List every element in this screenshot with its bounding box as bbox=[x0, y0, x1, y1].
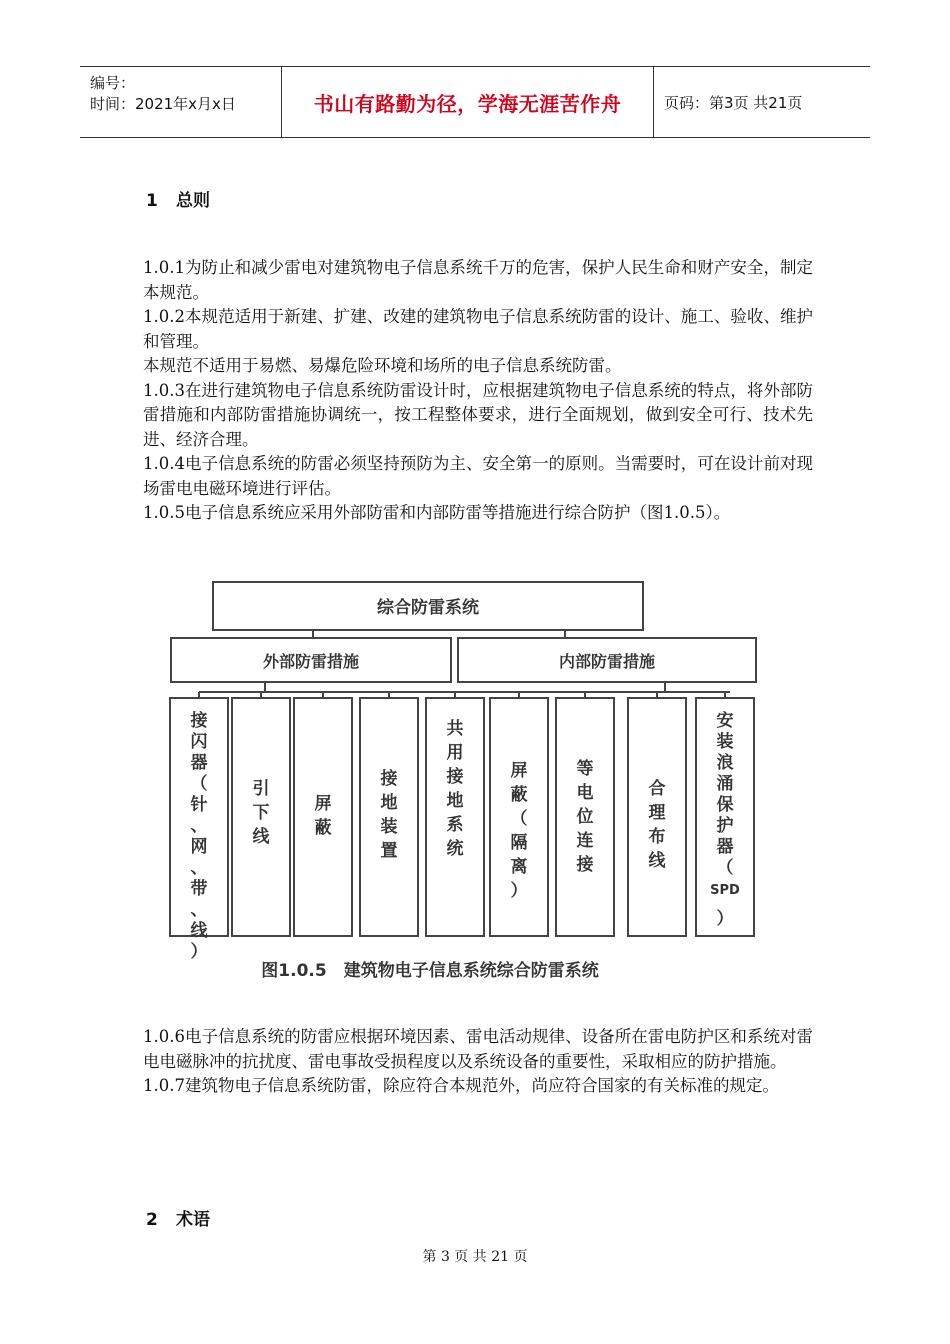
section-1-heading bbox=[146, 186, 210, 211]
page-footer: 第 3 页 共 21 页 bbox=[422, 1249, 528, 1265]
paragraph-1-0-4: 1.0.4电子信息系统的防雷必须坚持预防为主、安全第一的原则。当需要时，可在设计前对现场雷电电磁环境进行评估。 bbox=[143, 454, 813, 498]
internal-label: 内部防雷措施 bbox=[558, 652, 656, 671]
leaf-label-5: 共用接地系统 bbox=[446, 719, 464, 859]
figure-caption: 图1.0.5 建筑物电子信息系统综合防雷系统 bbox=[261, 961, 599, 981]
section-1-title: 总则 bbox=[176, 191, 210, 211]
code-label: 编号： bbox=[90, 74, 136, 92]
leaf-label-8: 合理布线 bbox=[648, 779, 666, 871]
leaf-label-7: 等电位连接 bbox=[576, 759, 594, 875]
root-label: 综合防雷系统 bbox=[377, 598, 479, 618]
paragraph-1-0-6: 1.0.6电子信息系统的防雷应根据环境因素、雷电活动规律、设备所在雷电防护区和系统对雷电电磁脉冲的抗扰度、雷电事故受损程度以及系统设备的重要性，采取相应的防护措施。 bbox=[143, 1027, 813, 1071]
leaf-labels bbox=[190, 710, 741, 962]
section-1-body bbox=[143, 256, 813, 526]
lightning-protection-diagram bbox=[165, 578, 765, 998]
paragraph-1-0-3: 1.0.3在进行建筑物电子信息系统防雷设计时，应根据建筑物电子信息系统的特点，将外部防雷措施和内部防雷措施协调统一，按工程整体要求，进行全面规划，做到安全可行、技术先进、经济合理。 bbox=[143, 380, 813, 449]
paragraph-1-0-2: 1.0.2本规范适用于新建、扩建、改建的建筑物电子信息系统防雷的设计、施工、验收、维护和管理。 bbox=[143, 307, 813, 351]
paragraph-1-0-1: 1.0.1为防止和减少雷电对建筑物电子信息系统千万的危害，保护人民生命和财产安全，制定本规范。 bbox=[143, 258, 813, 302]
paragraph-1-0-5: 1.0.5电子信息系统应采用外部防雷和内部防雷等措施进行综合防护（图1.0.5）。 bbox=[143, 503, 731, 522]
leaf-label-3: 屏蔽 bbox=[314, 794, 332, 838]
section-2-title: 术语 bbox=[176, 1210, 210, 1230]
section-2-number: 2 bbox=[146, 1210, 158, 1230]
section-2-heading bbox=[146, 1205, 210, 1230]
external-label: 外部防雷措施 bbox=[262, 652, 360, 671]
header-motto-cell bbox=[282, 67, 654, 137]
section-1-number: 1 bbox=[146, 191, 158, 211]
leaf-label-1: 接闪器（针、网、带、线） bbox=[190, 711, 208, 962]
leaf-box-3 bbox=[294, 698, 352, 936]
paragraph-1-0-2-note: 本规范不适用于易燃、易爆危险环境和场所的电子信息系统防雷。 bbox=[143, 356, 622, 375]
time-label: 时间：2021年x月x日 bbox=[90, 95, 236, 113]
page-header bbox=[80, 66, 870, 138]
header-page-info: 页码：第3页 共21页 bbox=[664, 93, 803, 112]
diagram-svg bbox=[165, 578, 765, 998]
leaf-label-2: 引下线 bbox=[252, 779, 270, 847]
leaf-label-4: 接地装置 bbox=[380, 769, 398, 861]
header-meta bbox=[80, 67, 282, 137]
paragraph-1-0-7: 1.0.7建筑物电子信息系统防雷，除应符合本规范外，尚应符合国家的有关标准的规定。 bbox=[143, 1076, 779, 1095]
leaf-label-6: 屏蔽（隔离） bbox=[510, 761, 528, 901]
leaf-label-9: 安装浪涌保护器（ SPD ） bbox=[710, 711, 740, 929]
section-1-body-continued bbox=[143, 1025, 813, 1099]
header-motto: 书山有路勤为径，学海无涯苦作舟 bbox=[313, 91, 622, 116]
